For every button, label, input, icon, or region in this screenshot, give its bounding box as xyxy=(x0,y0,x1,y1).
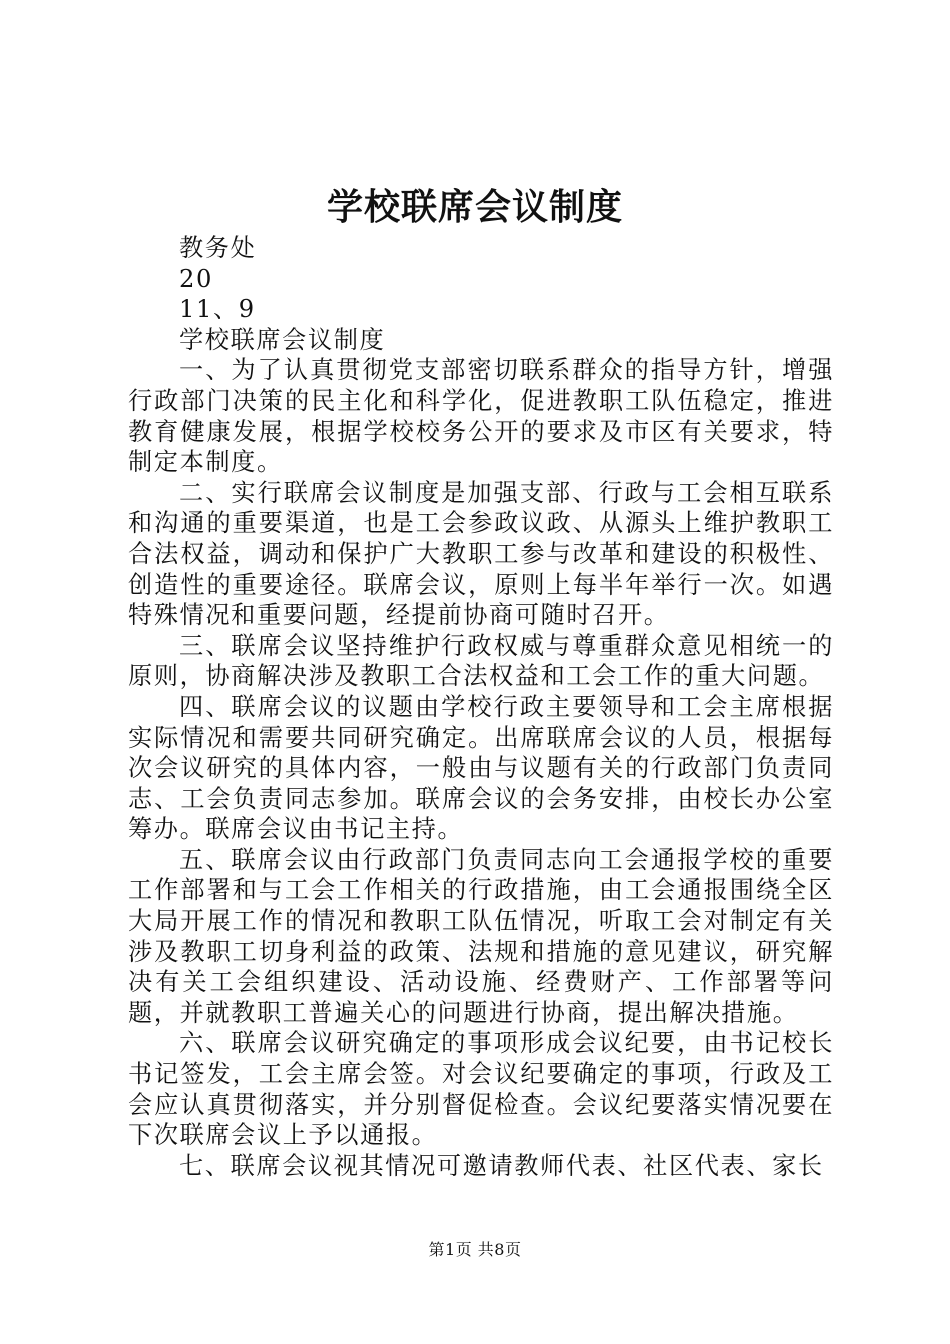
department-line: 教务处 xyxy=(179,234,257,262)
document-title: 学校联席会议制度 xyxy=(326,186,623,228)
document-body xyxy=(128,233,834,1181)
paragraph-3: 三、联席会议坚持维护行政权威与尊重群众意见相统一的原则，协商解决涉及教职工合法权益和工会工作的重大问题。 xyxy=(128,631,834,691)
date-line-year: 20 xyxy=(179,264,213,293)
paragraph-6: 六、联席会议研究确定的事项形成会议纪要，由书记校长书记签发，工会主席会签。对会议纪要确定的事项，行政及工会应认真贯彻落实，并分别督促检查。会议纪要落实情况要在下次联席会议上予以通报。 xyxy=(128,1029,834,1150)
paragraph-2: 二、实行联席会议制度是加强支部、行政与工会相互联系和沟通的重要渠道，也是工会参政议政、从源头上维护教职工合法权益，调动和保护广大教职工参与改革和建设的积极性、创造性的重要途径。联席会议，原则上每半年举行一次。如遇特殊情况和重要问题，经提前协商可随时召开。 xyxy=(128,478,834,630)
subtitle-line: 学校联席会议制度 xyxy=(179,325,386,354)
page-number-footer: 第1页 共8页 xyxy=(428,1240,522,1259)
paragraph-1: 一、为了认真贯彻党支部密切联系群众的指导方针，增强行政部门决策的民主化和科学化，促进教职工队伍稳定，推进教育健康发展，根据学校校务公开的要求及市区有关要求，特制定本制度。 xyxy=(128,356,834,477)
paragraph-7: 七、联席会议视其情况可邀请教师代表、社区代表、家长 xyxy=(179,1151,824,1180)
date-line-month-day: 11、9 xyxy=(179,295,256,324)
paragraph-4: 四、联席会议的议题由学校行政主要领导和工会主席根据实际情况和需要共同研究确定。出席联席会议的人员，根据每次会议研究的具体内容，一般由与议题有关的行政部门负责同志、工会负责同志参加。联席会议的会务安排，由校长办公室筹办。联席会议由书记主持。 xyxy=(128,692,834,844)
paragraph-5: 五、联席会议由行政部门负责同志向工会通报学校的重要工作部署和与工会工作相关的行政措施，由工会通报围绕全区大局开展工作的情况和教职工队伍情况，听取工会对制定有关涉及教职工切身利益的政策、法规和措施的意见建议，研究解决有关工会组织建设、活动设施、经费财产、工作部署等问题，并就教职工普遍关心的问题进行协商，提出解决措施。 xyxy=(128,845,834,1027)
